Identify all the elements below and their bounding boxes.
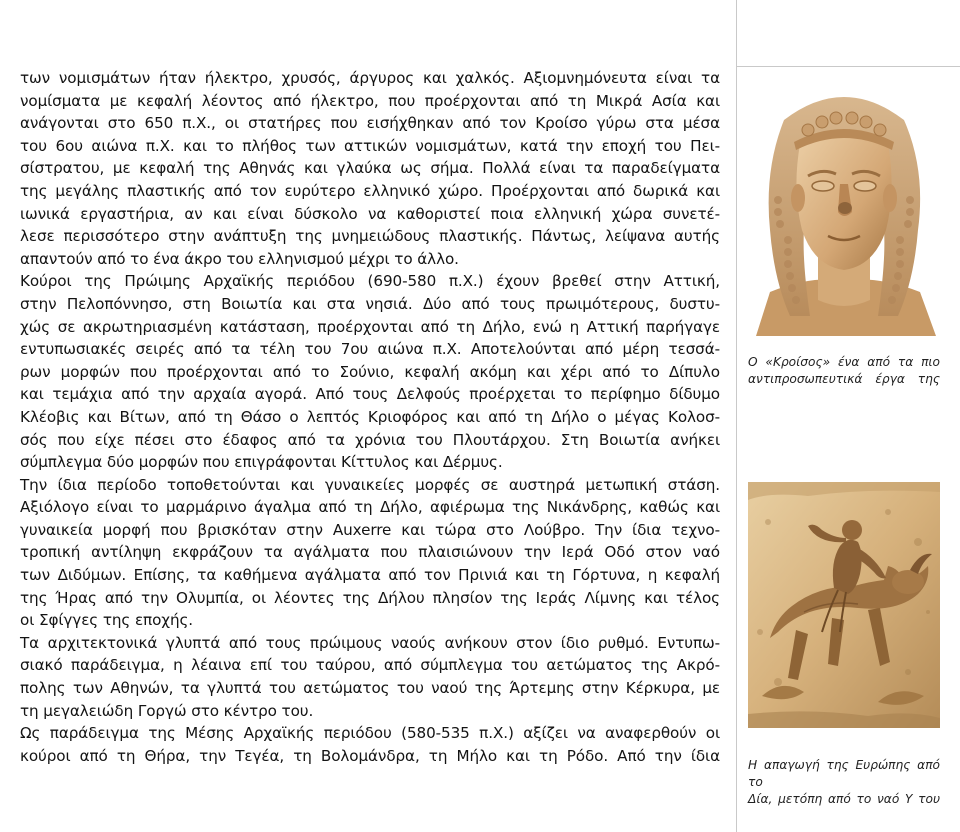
text-line: σίστρατου, με κεφαλή της Αθηνάς και γλαύκα ως σήμα. Πολλά είναι τα παραδείγματα (20, 159, 720, 178)
text-line: της μεγάλης πλαστικής από τον ευρύτερο ελληνικό χώρο. Προέρχονται από δωρικά και (20, 181, 720, 200)
sidebar-top-rule (737, 66, 960, 67)
column-divider (736, 0, 737, 832)
text-line: και τεμάχια από την αρχαία αγορά. Από τους Δελφούς προέρχεται το περίφημο δίδυμο (20, 385, 720, 404)
text-line: χώς σε ακρωτηριασμένη κατάσταση, προέρχονται από τη Δήλο, ενώ η Αττική παρήγαγε (20, 317, 720, 336)
europa-metope-illustration (748, 482, 940, 728)
text-line: σιακό παράδειγμα, η λέαινα επί του ταύρου, από σύμπλεγμα του αετώματος της Ακρό- (20, 656, 720, 675)
kouros-caption (748, 354, 940, 388)
caption-line: Η απαγωγή της Ευρώπης από το (748, 758, 940, 789)
text-line: των Διδύμων. Επίσης, τα καθήμενα αγάλματα από τον Πρινιά και τη Γόρτυνα, η κεφαλή (20, 566, 720, 585)
text-line: γυναικεία μορφή που βρισκόταν στην Auxerre και τώρα στο Λούβρο. Την ίδια τεχνο- (20, 520, 720, 539)
text-line: της Ήρας από την Ολυμπία, οι λέοντες της Δήλου πλησίον της Ιεράς Λίμνης και τέλος (20, 588, 720, 607)
main-text-column (20, 67, 720, 767)
europa-metope-image (748, 482, 940, 728)
text-line: σός που είχε πέσει στο έδαφος από τα χρόνια του Πλουτάρχου. Στη Βοιωτία ανήκει (20, 430, 720, 449)
text-line: εντυπωσιακές σειρές από τα τέλη του 7ου αιώνα π.Χ. Αποτελούνται από μέρη τεσσά- (20, 340, 720, 359)
text-line: κούροι από τη Θήρα, την Τεγέα, τη Βολομάνδρα, τη Μήλο και τη Ρόδο. Από την ίδια (20, 746, 720, 765)
text-line: Αξιόλογο είναι το μαρμάρινο άγαλμα από τη Δήλο, αφιέρωμα της Νικάνδρης, καθώς και (20, 498, 720, 517)
text-line: Ως παράδειγμα της Μέσης Αρχαϊκής περιόδου (580-535 π.Χ.) αξίζει να αναφερθούν οι (20, 724, 720, 743)
text-line: ιωνικά εργαστήρια, αν και είναι δύσκολο να καθοριστεί ποια ελληνική χώρα συνετέ- (20, 204, 720, 223)
caption-line: Δία, μετόπη από το ναό Υ του (748, 792, 940, 806)
text-line: σύμπλεγμα δύο μορφών που επιγράφονται Κίττυλος και Δέρμυς. (20, 453, 503, 472)
text-line: τη μεγαλειώδη Γοργώ στο κέντρο του. (20, 701, 314, 720)
text-line: ρων μορφών που προέρχονται από το Σούνιο, κεφαλή ακόμη και χέρι από το Δίπυλο (20, 362, 720, 381)
text-line: Την ίδια περίοδο τοποθετούνται και γυναικείες μορφές σε αυστηρά μετωπική στάση. (20, 475, 720, 494)
text-line: τροπική αντίληψη εκφράζουν τα αγάλματα που πλαισιώνουν την Ιερά Οδό στον ναό (20, 543, 720, 562)
text-line: νομίσματα με κεφαλή λέοντος από ήλεκτρο, που προέρχονται από τη Μικρά Ασία και (20, 91, 720, 110)
text-line: των νομισμάτων ήταν ήλεκτρο, χρυσός, άργυρος και χαλκός. Αξιομνημόνευτα είναι τα (20, 69, 720, 87)
caption-line: αντιπροσωπευτικά έργα της (748, 372, 940, 386)
text-line: πολης των Αθηνών, τα γλυπτά του αετώματος του ναού της Άρτεμης στην Κέρκυρα, με (20, 679, 720, 698)
text-line: λεσε περισσότερο στην ανάπτυξη της μνημειώδους πλαστικής. Πάντως, λείψανα αυτής (20, 227, 720, 246)
text-line: Τα αρχιτεκτονικά γλυπτά από τους πρώιμους ναούς ανήκουν στον ίδιο ρυθμό. Εντυπω- (20, 633, 720, 652)
text-line: στην Πελοπόννησο, στη Βοιωτία και στα νησιά. Δύο από τους πρωιμότερους, δυστυ- (20, 294, 720, 313)
metope-caption (748, 757, 940, 808)
text-line: οι Σφίγγες της εποχής. (20, 611, 194, 630)
kouros-head-image (748, 80, 940, 336)
kouros-head-illustration (748, 80, 940, 336)
text-line: Κούροι της Πρώιμης Αρχαϊκής περιόδου (690-580 π.Χ.) έχουν βρεθεί στην Αττική, (20, 272, 720, 291)
text-line: του 6ου αιώνα π.Χ. και το πλήθος των αττικών νομισμάτων, κατά την εποχή του Πει- (20, 136, 720, 155)
text-line: απαντούν από το ένα άκρο του ελληνισμού μέχρι το άλλο. (20, 249, 459, 268)
text-line: Κλέοβις και Βίτων, από τη Θάσο ο λεπτός Κριοφόρος και από τη Δήλο ο μέγας Κολοσ- (20, 407, 720, 426)
text-line: ανάγονται στο 650 π.Χ., οι στατήρες που εισήχθηκαν από τον Κροίσο γύρω στα μέσα (20, 114, 720, 133)
caption-line: Ο «Κροίσος» ένα από τα πιο (748, 355, 940, 369)
